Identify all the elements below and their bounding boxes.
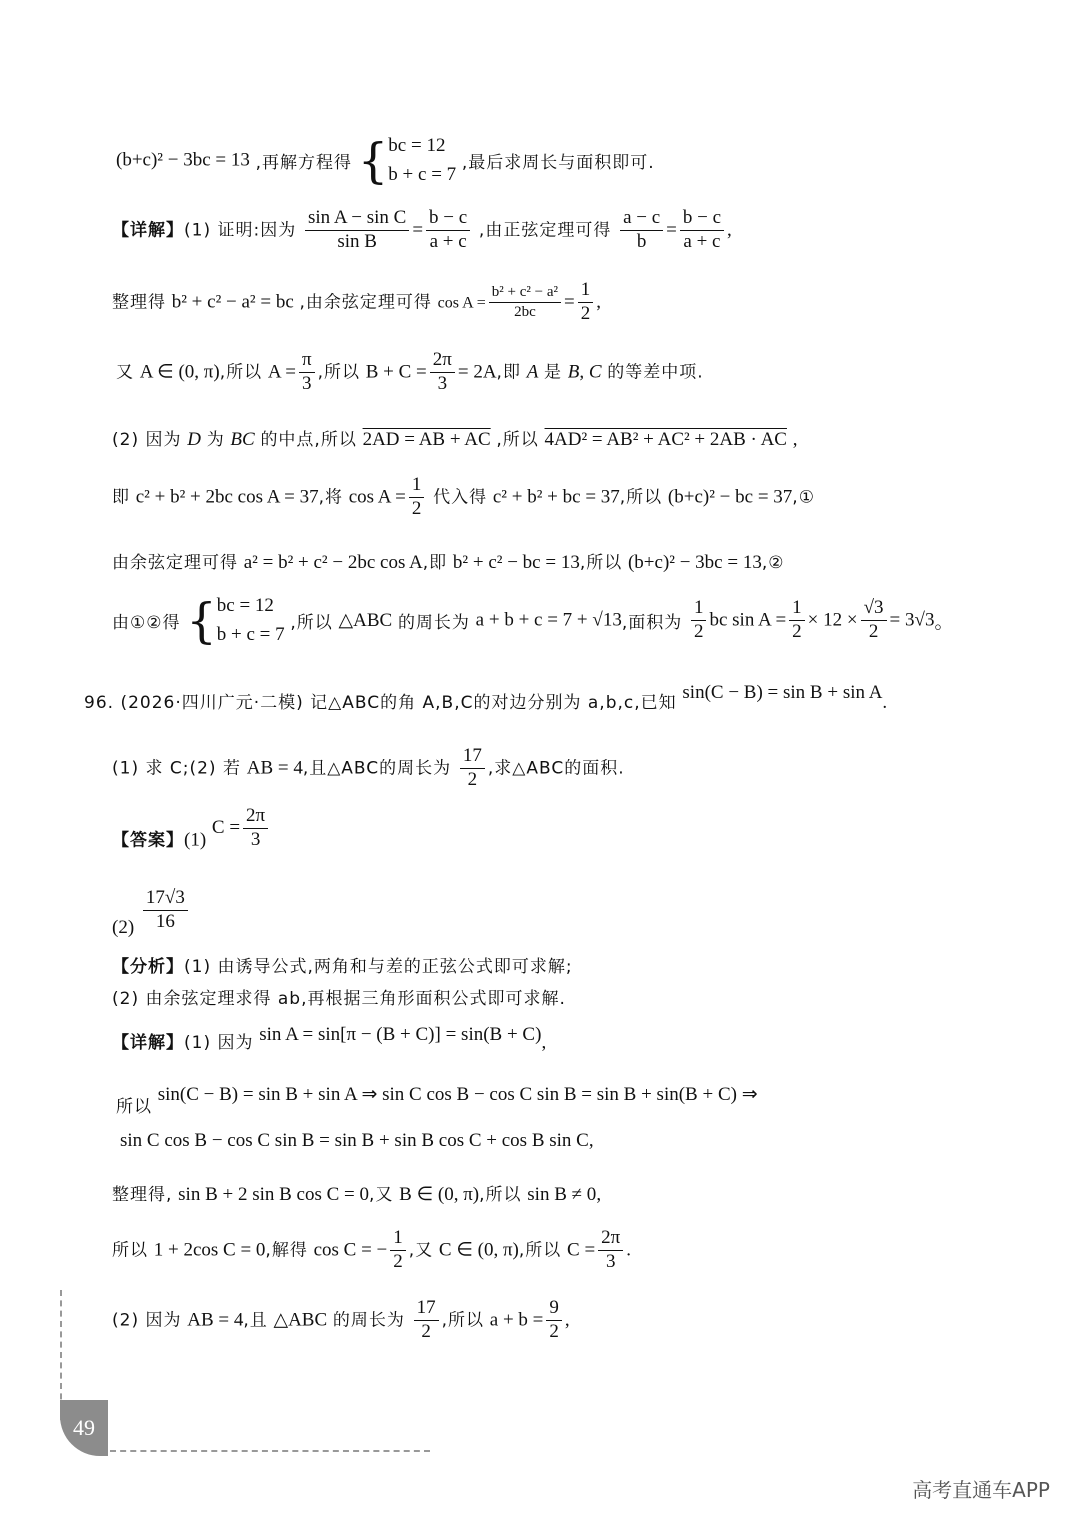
denominator: a + c	[429, 230, 467, 252]
question-text: 96. (2026·四川广元·二模) 记△ABC的角 A,B,C的对边分别为 a,b,c,已知	[84, 693, 677, 713]
numerator: 2π	[243, 806, 268, 829]
text: ,所以	[317, 362, 360, 383]
text: ,所以	[290, 613, 333, 633]
expr: C =	[567, 1239, 596, 1261]
expr: (b+c)² − 3bc = 13	[116, 149, 250, 171]
text: 由余弦定理可得	[112, 553, 238, 573]
sys-eq: bc = 12	[388, 135, 446, 156]
fraction	[489, 284, 561, 320]
expr: = 2A	[457, 361, 497, 383]
denominator: 2	[792, 621, 802, 642]
vector-expr: 2AD = AB + AC	[362, 429, 491, 450]
text: ,所以	[219, 362, 263, 383]
detail-6	[112, 1298, 570, 1343]
fraction	[243, 806, 268, 851]
expr: × 12 ×	[807, 609, 858, 631]
expr: C ∈ (0, π)	[438, 1239, 519, 1261]
equation-system	[217, 592, 285, 649]
denominator: sin B	[337, 230, 377, 252]
expr: b² + c² − a² = bc	[171, 291, 294, 313]
numerator: √3	[861, 598, 887, 621]
var: A	[526, 361, 539, 383]
punct: ,	[727, 219, 732, 241]
fraction	[789, 598, 805, 643]
answer-tag: 【答案】	[112, 830, 184, 851]
text: 是	[544, 362, 563, 383]
denominator: 3	[250, 828, 261, 850]
text: ,即	[422, 553, 448, 573]
fraction	[861, 598, 887, 643]
text: ,又	[369, 1185, 394, 1205]
text: ,由余弦定理可得	[299, 292, 432, 313]
expr: b² + c² − bc = 13	[452, 552, 580, 573]
fraction	[414, 1298, 439, 1343]
denominator: 2	[549, 1320, 559, 1342]
page-number-badge	[60, 1400, 108, 1456]
denominator: 2	[393, 1250, 403, 1272]
expr: sin A = sin[π − (B + C)] = sin(B + C)	[259, 1024, 542, 1045]
text: 代入得	[433, 487, 488, 508]
text: 的中点,所以	[260, 430, 357, 450]
punct: .	[626, 1239, 631, 1261]
text: (2) 因为	[112, 1310, 182, 1331]
text: ,再解方程得	[255, 153, 353, 173]
numerator: 17	[414, 1298, 439, 1321]
expr: c² + b² + bc = 37	[492, 486, 620, 508]
numerator: 1	[390, 1228, 406, 1251]
equation-mark: ,②	[761, 553, 785, 573]
denominator: 2	[411, 497, 422, 519]
expr: bc sin A =	[709, 609, 787, 631]
sys-eq: b + c = 7	[388, 163, 457, 185]
question-96-ask	[112, 746, 625, 791]
var: B, C	[567, 361, 602, 383]
punct: ,	[596, 1184, 602, 1205]
text: 所以	[112, 1240, 148, 1261]
text: 的周长为	[397, 613, 470, 633]
numerator: 1	[409, 475, 425, 498]
fraction	[299, 350, 315, 395]
denominator: 2	[467, 768, 478, 790]
text: ,所以	[518, 1240, 562, 1261]
denominator: 3	[302, 372, 312, 394]
equals: =	[564, 291, 575, 313]
text: ,所以	[479, 1185, 522, 1205]
punct: ,	[564, 1309, 570, 1331]
text: 即	[112, 487, 130, 508]
expr: cos A =	[348, 486, 406, 508]
expr: sin C cos B − cos C sin B = sin B + sin B cos C + cos B sin C	[120, 1130, 589, 1151]
var: D	[187, 429, 201, 450]
analysis-1	[112, 952, 573, 977]
numerator: 2π	[598, 1228, 623, 1251]
detail-tag: 【详解】	[112, 1033, 184, 1053]
text: ,所以	[496, 430, 539, 450]
fraction	[426, 208, 470, 253]
detail-4	[112, 1180, 601, 1206]
fraction	[691, 598, 707, 643]
sys-eq: b + c = 7	[216, 623, 285, 645]
text: ,且△ABC的周长为	[302, 758, 452, 779]
text: ,面积为	[621, 613, 683, 633]
fraction	[143, 888, 188, 933]
detail-3	[120, 1130, 594, 1152]
label: (1)	[184, 829, 207, 851]
expr: A ∈ (0, π)	[139, 361, 220, 383]
fraction	[680, 208, 724, 253]
sys-eq: bc = 12	[216, 595, 274, 616]
text: ,所以	[579, 553, 623, 573]
text: 所以	[116, 1097, 152, 1117]
denominator: b	[636, 230, 647, 252]
dashed-border-bottom	[110, 1450, 430, 1452]
watermark: 高考直通车APP	[912, 1478, 1050, 1502]
text: ,所以	[441, 1310, 485, 1331]
numerator: 1	[578, 280, 594, 303]
text: 整理得,	[112, 1185, 173, 1205]
denominator: 2	[693, 621, 704, 642]
fraction	[598, 1228, 623, 1273]
line-substitute	[112, 475, 815, 520]
denominator: 2	[868, 621, 879, 642]
denominator: 2bc	[514, 303, 536, 320]
punct: .	[882, 692, 888, 713]
denominator: 3	[605, 1250, 616, 1272]
detail-2	[116, 1080, 758, 1117]
numerator: b² + c² − a²	[489, 284, 561, 303]
expr: a + b =	[489, 1309, 544, 1331]
punct: 。	[934, 612, 954, 633]
text: (2) 因为	[112, 430, 182, 450]
expr: (b+c)² − 3bc = 13	[627, 552, 762, 573]
detail-1	[112, 1024, 547, 1054]
expr: A =	[267, 361, 296, 383]
line-cosine-law-2	[112, 548, 785, 574]
punct: ,	[588, 1130, 594, 1151]
denominator: 2	[421, 1320, 431, 1342]
expr: AB = 4	[246, 757, 303, 779]
expr: sin(C − B) = sin B + sin A	[682, 682, 883, 703]
text: ,最后求周长与面积即可.	[461, 153, 655, 173]
numerator: b − c	[426, 208, 470, 231]
numerator: 1	[789, 598, 805, 621]
fraction	[620, 208, 663, 253]
expr: c² + b² + 2bc cos A = 37	[135, 486, 319, 508]
detail-5	[112, 1228, 631, 1273]
numerator: 17√3	[143, 888, 188, 911]
fraction	[460, 746, 485, 791]
expr: sin(C − B) = sin B + sin A ⇒ sin C cos B − cos C sin B = sin B + sin(B + C) ⇒	[157, 1084, 758, 1105]
expr: (b+c)² − bc = 37	[667, 486, 793, 508]
text: ,所以	[619, 487, 663, 508]
numerator: 17	[460, 746, 485, 769]
fraction	[305, 208, 409, 253]
brace-icon: {	[357, 132, 389, 189]
line-perimeter-area	[112, 592, 953, 649]
text: ,由正弦定理可得	[478, 220, 612, 241]
numerator: 9	[546, 1298, 562, 1321]
numerator: a − c	[620, 208, 663, 231]
expr: △ABC	[273, 1309, 328, 1331]
text: (1) 求 C;(2) 若	[112, 758, 241, 779]
numerator: sin A − sin C	[305, 208, 409, 231]
text: 整理得	[112, 292, 166, 313]
expr: 1 + 2cos C = 0	[153, 1239, 266, 1261]
text: (1) 证明:因为	[184, 220, 297, 241]
fraction	[390, 1228, 406, 1273]
text: ,又	[408, 1240, 434, 1261]
line-angle-a	[116, 350, 704, 395]
fraction	[409, 475, 425, 520]
punct: ,	[596, 291, 601, 313]
question-96-stem	[84, 682, 888, 714]
analysis-tag: 【分析】	[112, 957, 184, 977]
denominator: 16	[155, 910, 175, 932]
text: ,即	[496, 362, 521, 383]
label: (2)	[112, 917, 135, 939]
text: 的等差中项.	[607, 362, 704, 383]
expr: B ∈ (0, π)	[399, 1184, 480, 1205]
text: 的周长为	[332, 1310, 405, 1331]
text: 又	[116, 362, 134, 383]
equation-mark: ,①	[792, 487, 815, 508]
expr: B + C =	[365, 361, 427, 383]
denominator: 2	[580, 302, 591, 324]
fraction	[578, 280, 594, 325]
line-midpoint	[112, 425, 797, 451]
expr: sin B ≠ 0	[527, 1184, 597, 1205]
denominator: a + c	[683, 230, 721, 252]
numerator: 1	[691, 598, 707, 621]
text: (2) 由余弦定理求得 ab,再根据三角形面积公式即可求解.	[112, 989, 566, 1009]
fraction	[430, 350, 455, 395]
line-system-solve	[116, 132, 655, 189]
text: 由①②得	[112, 613, 181, 633]
expr: a + b + c = 7 + √13	[475, 609, 622, 631]
page-number: 49	[73, 1415, 95, 1440]
fraction	[546, 1298, 562, 1343]
expr: △ABC	[338, 610, 393, 631]
numerator: b − c	[680, 208, 724, 231]
expr: cos C = −	[313, 1239, 388, 1261]
expr: AB = 4	[187, 1309, 244, 1331]
line-cosine-law	[112, 280, 601, 325]
var: BC	[230, 429, 255, 450]
expr: = 3√3	[889, 609, 935, 631]
expr: a² = b² + c² − 2bc cos A	[243, 552, 423, 573]
line-detail-1	[112, 208, 732, 253]
text: (1) 因为	[184, 1033, 254, 1053]
text: (1) 由诱导公式,两角和与差的正弦公式即可求解;	[184, 957, 573, 977]
equals: =	[666, 219, 677, 241]
equation-system	[388, 132, 456, 189]
denominator: 3	[437, 372, 448, 394]
expr: sin B + 2 sin B cos C = 0	[178, 1184, 370, 1205]
brace-icon: {	[186, 592, 217, 649]
numerator: 2π	[430, 350, 455, 373]
detail-tag: 【详解】	[112, 220, 184, 241]
text: 为	[206, 430, 225, 450]
numerator: π	[299, 350, 315, 373]
vector-expr: 4AD² = AB² + AC² + 2AB · AC	[544, 429, 787, 450]
expr: cos A =	[437, 294, 486, 312]
punct: ,	[541, 1032, 547, 1053]
answer-2	[112, 887, 191, 939]
text: ,将	[318, 487, 343, 508]
text: ,求△ABC的面积.	[487, 758, 625, 779]
analysis-2	[112, 984, 566, 1009]
text: ,且	[243, 1310, 268, 1331]
text: ,解得	[265, 1240, 308, 1261]
punct: ,	[792, 429, 798, 450]
expr: C =	[211, 817, 241, 839]
equals: =	[412, 219, 424, 241]
